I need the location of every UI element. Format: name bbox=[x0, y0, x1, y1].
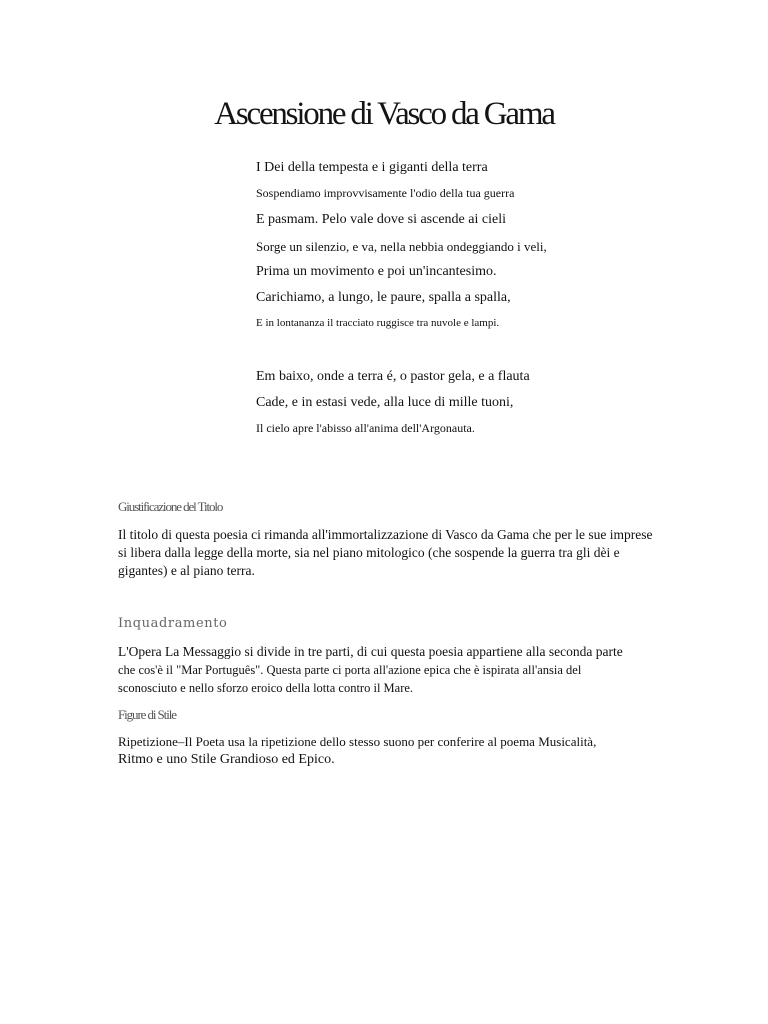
paragraph-line: si libera dalla legge della morte, sia nel piano mitologico (che sospende la guerra tra gli dèi e bbox=[118, 545, 620, 560]
poem-line: Carichiamo, a lungo, le paure, spalla a spalla, bbox=[256, 290, 511, 305]
paragraph-line: Il titolo di questa poesia ci rimanda all'immortalizzazione di Vasco da Gama che per le sue imprese bbox=[118, 527, 653, 542]
section-body-figure bbox=[118, 733, 658, 769]
poem-line: Cade, e in estasi vede, alla luce di mille tuoni, bbox=[256, 395, 514, 410]
paragraph-line: gigantes) e al piano terra. bbox=[118, 563, 255, 578]
poem-line: E in lontananza il tracciato ruggisce tra nuvole e lampi. bbox=[256, 317, 500, 329]
section-body-inquadramento bbox=[118, 643, 658, 697]
poem-line: Sorge un silenzio, e va, nella nebbia ondeggiando i veli, bbox=[256, 239, 547, 254]
poem-line: Em baixo, onde a terra é, o pastor gela, e a flauta bbox=[256, 369, 530, 384]
poem-line: Il cielo apre l'abisso all'anima dell'Argonauta. bbox=[256, 421, 475, 435]
poem-line: E pasmam. Pelo vale dove si ascende ai cieli bbox=[256, 212, 506, 227]
page-title: Ascensione di Vasco da Gama bbox=[214, 96, 554, 132]
paragraph-line: Ripetizione–Il Poeta usa la ripetizione dello stesso suono per conferire al poema Musicalità, bbox=[118, 734, 597, 749]
poem-line: Sospendiamo improvvisamente l'odio della tua guerra bbox=[256, 186, 515, 200]
paragraph-line: sconosciuto e nello sforzo eroico della lotta contro il Mare. bbox=[118, 681, 414, 695]
paragraph-line: che cos'è il "Mar Português". Questa parte ci porta all'azione epica che è ispirata all'ansia del bbox=[118, 663, 582, 677]
section-body-titolo bbox=[118, 526, 658, 580]
section-heading-figure: Figure di Stile bbox=[118, 707, 176, 722]
section-heading-inquadramento: Inquadramento bbox=[118, 616, 228, 631]
poem-line: I Dei della tempesta e i giganti della terra bbox=[256, 160, 488, 175]
paragraph-line: Ritmo e uno Stile Grandioso ed Epico. bbox=[118, 752, 335, 767]
section-heading-titolo: Giustificazione del Titolo bbox=[118, 499, 223, 514]
paragraph-line: L'Opera La Messaggio si divide in tre parti, di cui questa poesia appartiene alla seconda parte bbox=[118, 644, 623, 659]
poem-line: Prima un movimento e poi un'incantesimo. bbox=[256, 264, 497, 279]
